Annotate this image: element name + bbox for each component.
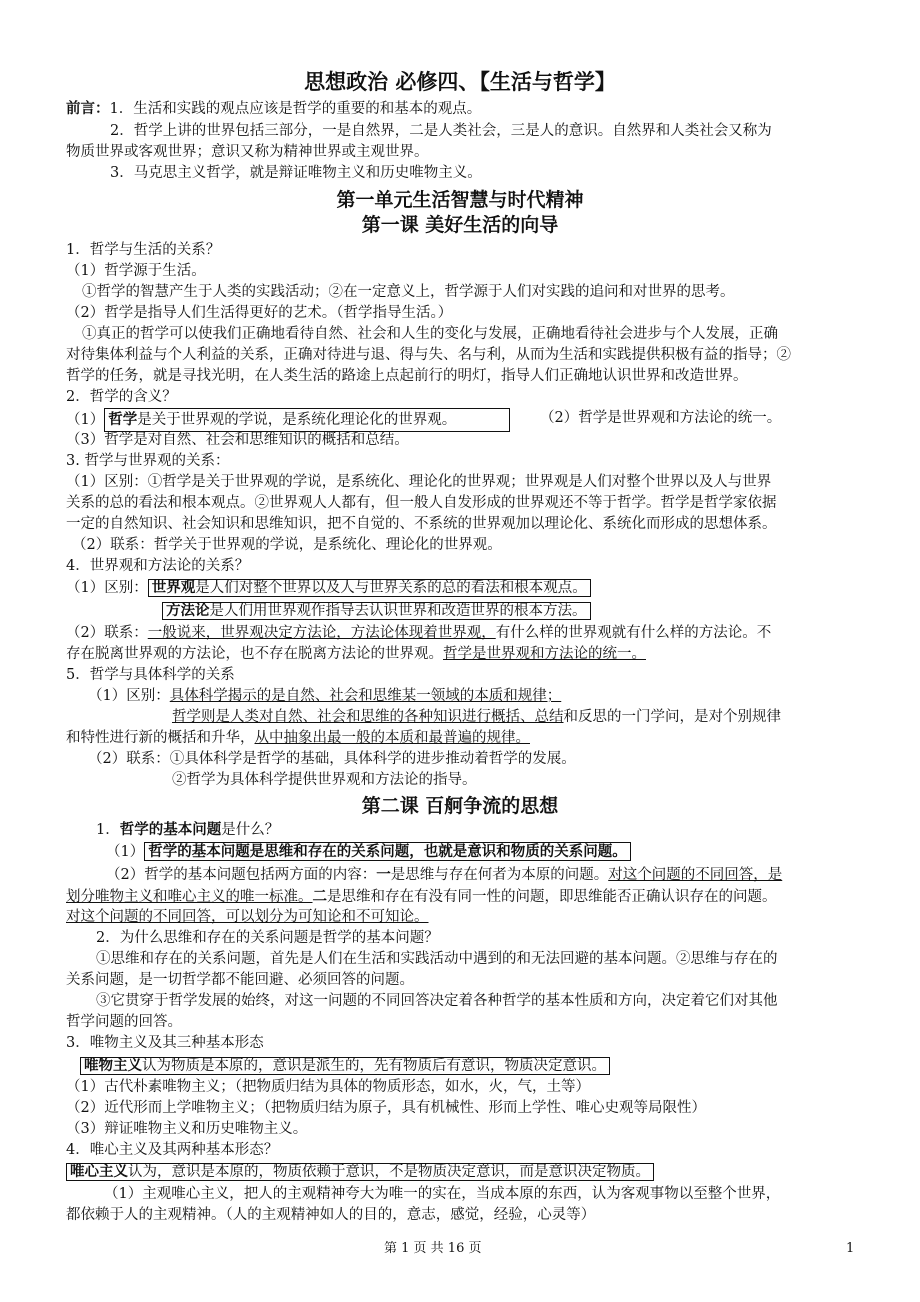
l1-q1-2c: 哲学的任务，就是寻找光明，在人类生活的路途上点起前行的明灯，指导人们正确地认识世界和改造世界。 bbox=[66, 368, 748, 384]
l1-q3-1b: 关系的总的看法和根本观点。②世界观人人都有，但一般人自发形成的世界观还不等于哲学。哲学是哲学家依据 bbox=[66, 495, 777, 511]
preface-line-2: 2．哲学上讲的世界包括三部分，一是自然界，二是人类社会，三是人的意识。自然界和人类社会又称为 bbox=[110, 123, 772, 139]
l2-q2: 2．为什么思维和存在的关系问题是哲学的基本问题？ bbox=[96, 930, 439, 946]
l2-q1-2: （2）哲学的基本问题包括两方面的内容：一是思维与存在何者为本原的问题。对这个问题的不同回答，是 bbox=[106, 866, 783, 883]
l2-q3-1: （1）古代朴素唯物主义；（把物质归结为具体的物质形态，如水，火，气，土等） bbox=[66, 1079, 590, 1095]
l1-q4-2: （2）联系：一般说来，世界观决定方法论，方法论体现着世界观，有什么样的世界观就有什么样的方法论。不 bbox=[66, 625, 772, 641]
l2-q3-3: （3）辩证唯物主义和历史唯物主义。 bbox=[66, 1121, 308, 1137]
l2-q4-def bbox=[66, 1161, 654, 1183]
lesson2-title: 第二课 百舸争流的思想 bbox=[361, 795, 559, 817]
l1-q3-2: （2）联系：哲学关于世界观的学说，是系统化、理论化的世界观。 bbox=[72, 537, 502, 553]
l2-q1-2c: 对这个问题的不同回答，可以划分为可知论和不可知论。 bbox=[66, 909, 429, 925]
basic-question-box: 哲学的基本问题是思维和存在的关系问题，也就是意识和物质的关系问题。 bbox=[144, 842, 631, 861]
l2-q2-c: ③它贯穿于哲学发展的始终，对这一问题的不同回答决定着各种哲学的基本性质和方向，决定着它们对其他 bbox=[96, 993, 778, 1009]
preface-label: 前言： bbox=[66, 100, 110, 117]
l2-q1-1: （1） 哲学的基本问题是思维和存在的关系问题，也就是意识和物质的关系问题。 bbox=[106, 841, 631, 863]
l2-q3-2: （2）近代形而上学唯物主义；（把物质归结为原子，具有机械性、形而上学性、唯心史观等局限性） bbox=[66, 1100, 706, 1116]
unit-title: 第一单元生活智慧与时代精神 bbox=[336, 189, 584, 211]
l1-q2: 2．哲学的含义？ bbox=[66, 389, 177, 405]
l1-q1-2: （2）哲学是指导人们生活得更好的艺术。（哲学指导生活。） bbox=[66, 305, 453, 321]
l1-q2-2: （2）哲学是世界观和方法论的统一。 bbox=[540, 410, 782, 426]
l2-q1: 1．哲学的基本问题是什么？ bbox=[96, 821, 280, 838]
l1-q5-1: （1）区别：具体科学揭示的是自然、社会和思维某一领域的本质和规律； bbox=[88, 688, 562, 704]
worldview-definition-box: 世界观是人们对整个世界以及人与世界关系的总的看法和根本观点。 bbox=[148, 579, 591, 597]
l1-q1-1a: ①哲学的智慧产生于人类的实践活动；②在一定意义上，哲学源于人们对实践的追问和对世界的思考。 bbox=[82, 284, 735, 300]
l2-q1-2b: 划分唯物主义和唯心主义的唯一标准。二是思维和存在有没有同一性的问题，即思维能否正确认识存在的问题。 bbox=[66, 888, 777, 905]
l2-q3: 3．唯物主义及其三种基本形态 bbox=[66, 1035, 264, 1051]
lesson1-title: 第一课 美好生活的向导 bbox=[361, 214, 559, 236]
l2-q4: 4．唯心主义及其两种基本形态？ bbox=[66, 1142, 279, 1158]
l1-q1-2a: ①真正的哲学可以使我们正确地看待自然、社会和人生的变化与发展，正确地看待社会进步与个人发展，正确 bbox=[82, 326, 778, 342]
l1-q4-1: （1）区别： 世界观是人们对整个世界以及人与世界关系的总的看法和根本观点。 bbox=[66, 577, 591, 599]
page-number: 1 bbox=[846, 1241, 855, 1256]
l1-q5-2b: ②哲学为具体科学提供世界观和方法论的指导。 bbox=[172, 772, 477, 788]
l1-q2-1: （1） 哲学是关于世界观的学说，是系统化理论化的世界观。 bbox=[66, 408, 510, 432]
idealism-definition-box: 唯心主义认为，意识是本原的，物质依赖于意识，不是物质决定意识，而是意识决定物质。 bbox=[66, 1163, 654, 1181]
l1-q4: 4．世界观和方法论的关系？ bbox=[66, 558, 250, 574]
l1-q3-1a: （1）区别：①哲学是关于世界观的学说，是系统化、理论化的世界观；世界观是人们对整个世界以及人与世界 bbox=[66, 474, 772, 490]
l1-q5-1b: 哲学则是人类对自然、社会和思维的各种知识进行概括、总结和反思的一门学问，是对个别规律 bbox=[172, 709, 781, 725]
l1-q3: 3. 哲学与世界观的关系： bbox=[66, 453, 230, 469]
preface-line-3: 物质世界或客观世界；意识又称为精神世界或主观世界。 bbox=[66, 144, 429, 160]
l2-q4-1b: 都依赖于人的主观精神。（人的主观精神如人的目的，意志，感觉，经验，心灵等） bbox=[66, 1207, 596, 1223]
l1-q1-1: （1）哲学源于生活。 bbox=[66, 263, 206, 279]
materialism-definition-box: 唯物主义认为物质是本原的，意识是派生的，先有物质后有意识，物质决定意识。 bbox=[80, 1057, 610, 1075]
preface-line-1: 前言：1．生活和实践的观点应该是哲学的重要的和基本的观点。 bbox=[66, 100, 482, 117]
l1-q5-2: （2）联系：①具体科学是哲学的基础，具体科学的进步推动着哲学的发展。 bbox=[88, 751, 576, 767]
page-footer: 第 1 页 共 16 页 bbox=[384, 1241, 482, 1256]
l2-q2-a: ①思维和存在的关系问题，首先是人们在生活和实践活动中遇到的和无法回避的基本问题。②思维与存在的 bbox=[96, 951, 778, 967]
document-title: 思想政治 必修四、【生活与哲学】 bbox=[304, 70, 616, 94]
l1-q1-2b: 对待集体利益与个人利益的关系，正确对待进与退、得与失、名与利，从而为生活和实践提供积极有益的指导；② bbox=[66, 347, 791, 363]
l1-q1: 1．哲学与生活的关系？ bbox=[66, 242, 221, 258]
l1-q3-1c: 一定的自然知识、社会知识和思维知识，把不自觉的、不系统的世界观加以理论化、系统化而形成的思想体系。 bbox=[66, 516, 777, 532]
l1-q5-1c: 和特性进行新的概括和升华，从中抽象出最一般的本质和最普遍的规律。 bbox=[66, 730, 530, 746]
l2-q4-1a: （1）主观唯心主义，把人的主观精神夸大为唯一的实在，当成本原的东西，认为客观事物以至整个世界， bbox=[104, 1186, 781, 1202]
philosophy-definition-box: 哲学是关于世界观的学说，是系统化理论化的世界观。 bbox=[104, 408, 510, 432]
l1-q4-1b bbox=[162, 600, 591, 622]
l1-q4-2b: 存在脱离世界观的方法论，也不存在脱离方法论的世界观。哲学是世界观和方法论的统一。 bbox=[66, 646, 646, 662]
l1-q5: 5．哲学与具体科学的关系 bbox=[66, 667, 235, 683]
preface-line-4: 3．马克思主义哲学，就是辩证唯物主义和历史唯物主义。 bbox=[110, 165, 482, 181]
methodology-definition-box: 方法论是人们用世界观作指导去认识世界和改造世界的根本方法。 bbox=[162, 602, 591, 620]
l2-q2-b: 关系问题，是一切哲学都不能回避、必须回答的问题。 bbox=[66, 972, 414, 988]
l2-q2-d: 哲学问题的回答。 bbox=[66, 1014, 182, 1030]
l1-q2-3: （3）哲学是对自然、社会和思维知识的概括和总结。 bbox=[66, 432, 409, 448]
l2-q3-def bbox=[80, 1055, 610, 1077]
